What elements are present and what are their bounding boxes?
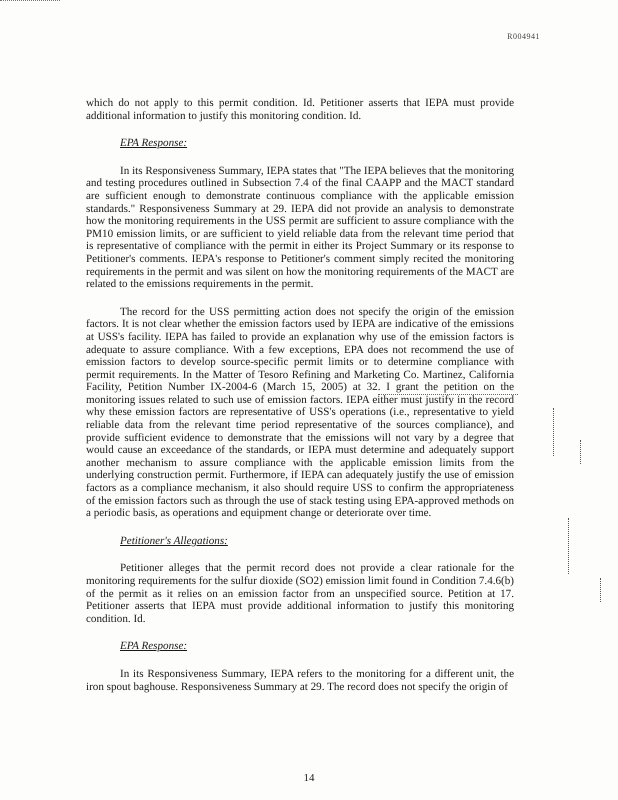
page-number: 14: [303, 772, 315, 784]
heading-epa-response-1: EPA Response:: [120, 137, 188, 150]
paragraph-emission-factors: The record for the USS permitting action does not specify the origin of the emission factors. It is not clear whether the emission factors used by IEPA are indicative of the emissions at USS's facility. IEPA has failed to provide an explanation why use of the emission factors is adequate to assure compliance. With a few exceptions, EPA does not recommend the use of emission factors to develop source-specific permit limits or to determine compliance with permit requirements. In the Matter of Tesoro Refining and Marketing Co. Martinez, California Facility, Petition Number IX-2004-6 (March 15, 2005) at 32. I grant the petition on the monitoring issues related to such use of emission factors. IEPA either must justify in the record why these emission factors are representative of USS's operations (i.e., representative to yield reliable data from the relevant time period representative of the sources compliance), and provide sufficient evidence to demonstrate that the emissions will not vary by a degree that would cause an exceedance of the standards, or IEPA must determine and adequately support another mechanism to assure compliance with the applicable emission limits from the underlying construction permit. Furthermore, if IEPA can adequately justify the use of emission factors as a compliance mechanism, it also should require USS to confirm the appropriateness of the emission factors such as through the use of stack testing using EPA-approved methods on a periodic basis, as operations and equipment change or deteriorate over time.: [86, 305, 514, 520]
heading-petitioner-allegations: Petitioner's Allegations:: [120, 534, 228, 547]
margin-mark-4: [600, 578, 602, 602]
paragraph-continuation: which do not apply to this permit condition. Id. Petitioner asserts that IEPA must provide additional information to justify this monitoring condition. Id.: [86, 97, 514, 122]
margin-mark-1: [553, 408, 555, 456]
heading-epa-response-2: EPA Response:: [120, 640, 188, 653]
paragraph-so2-allegation: Petitioner alleges that the permit record does not provide a clear rationale for the monitoring requirements for the sulfur dioxide (SO2) emission limit found in Condition 7.4.6(b) of the permit as it relies on an emission factor from an unspecified source. Petition at 17. Petitioner asserts that IEPA must provide additional information to justify this monitoring condition. Id.: [86, 562, 514, 625]
paragraph-responsiveness-summary: In its Responsiveness Summary, IEPA states that "The IEPA believes that the monitoring and testing procedures outlined in Subsection 7.4 of the final CAAPP and the MACT standard are sufficient enough to demonstrate continuous compliance with the applicable emission standards." Responsiveness Summary at 29. IEPA did not provide an analysis to demonstrate how the monitoring requirements in the USS permit are sufficient to assure compliance with the PM10 emission limits, or are sufficient to yield reliable data from the relevant time period that is representative of compliance with the permit in either its Project Summary or its response to Petitioner's comments. IEPA's response to Petitioner's comment simply recited the monitoring requirements in the permit and was silent on how the monitoring requirements of the MACT are related to the emissions requirements in the permit.: [86, 164, 514, 291]
document-id: R004941: [507, 32, 540, 41]
margin-mark-3: [568, 518, 570, 574]
scan-mark-line: [378, 394, 518, 396]
margin-mark-2: [580, 440, 582, 464]
paragraph-iron-spout: In its Responsiveness Summary, IEPA refers to the monitoring for a different unit, the iron spout baghouse. Responsiveness Summary at 29. The record does not specify the origin of: [86, 667, 514, 693]
scan-edge-rule: [0, 0, 60, 2]
